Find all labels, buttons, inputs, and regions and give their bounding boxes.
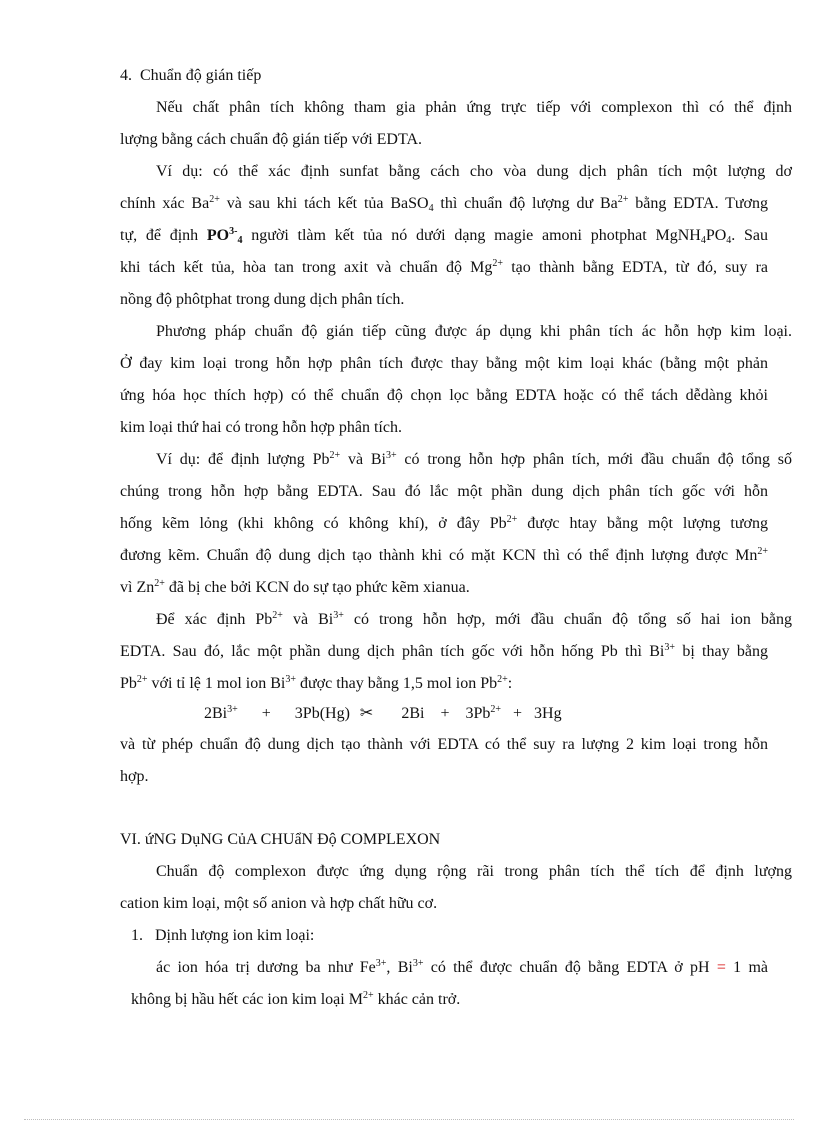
text-run: : [507,675,513,692]
list-item-heading [131,926,314,946]
reaction-equation [204,703,562,724]
text-run: và Bi [340,451,386,468]
paragraph-line: và từ phép chuẩn độ dung dịch tạo thành với EDTA có thể suy ra lượng 2 kim loại trong hỗn [120,736,768,753]
text-run: chính xác Ba [120,195,210,212]
paragraph-line [120,642,768,662]
superscript: 3+ [227,704,238,715]
paragraph-line [120,674,512,694]
subscript: 4 [237,235,243,246]
subscript: 4 [726,235,732,246]
text-run: và sau khi tách kết tủa BaSO [219,195,429,212]
superscript: 3+ [375,958,387,969]
equation-term: 2Bi [204,705,228,722]
superscript: 3+ [385,450,397,461]
superscript: 2+ [506,514,518,525]
paragraph-line: Ở đay kim loại trong hỗn hợp phân tích được thay bằng một kim loại khác (bằng một phản [120,355,768,372]
superscript: 2+ [136,674,148,685]
text-run: được htay bằng một lượng tương [517,515,768,532]
paragraph-line: lượng bằng cách chuẩn độ gián tiếp với EDTA. [120,131,423,148]
equals-sign: = [716,959,726,976]
text-run: , Bi [386,959,413,976]
subscript: 4 [700,235,706,246]
superscript: 3+ [412,958,424,969]
text-run: EDTA. Sau đó, lắc một phần dung dịch phân tích gốc với hỗn hống Pb thì Bi [120,643,665,660]
text-run: đương kẽm. Chuẩn độ dung dịch tạo thành khi có mặt KCN thì có thể định lượng được Mn [120,547,758,564]
paragraph-line: chúng trong hỗn hợp bằng EDTA. Sau đó lắc một phần dung dịch phân tích gốc với hỗn [120,483,768,500]
equation-plus: + [513,705,523,722]
superscript: 2+ [490,704,502,715]
superscript: 2+ [497,674,508,685]
reaction-arrow-icon: ✂ [359,703,374,722]
section-title: VI. ứNG DụNG CủA CHUẩN Độ COMPLEXON [120,831,441,848]
text-run: khác cản trở. [373,991,461,1008]
heading-text: Chuẩn độ gián tiếp [140,67,262,84]
equation-plus: + [261,705,271,722]
list-item-text: Dịnh lượng ion kim loại: [155,927,315,944]
paragraph-line [120,226,768,246]
superscript: 2+ [209,194,220,205]
superscript: 2+ [154,578,165,589]
paragraph-line [131,990,460,1010]
text-run: có thể được chuẩn độ bằng EDTA ở pH [423,959,717,976]
text-run: bằng EDTA. Tương [628,195,769,212]
text-run: với tỉ lệ 1 mol ion Bi [147,675,286,692]
paragraph-line [120,258,768,278]
superscript: 3+ [285,674,296,685]
subscript: 4 [428,203,434,214]
paragraph-line [156,450,792,470]
text-run: được thay bằng 1,5 mol ion Pb [295,675,498,692]
text-run-bold: PO [206,227,230,244]
text-run: 1 mà [725,959,768,976]
list-item-number: 1. [131,927,143,944]
superscript: 3- [229,226,238,237]
superscript: 3+ [664,642,676,653]
paragraph-line: kim loại thứ hai có trong hỗn hợp phân tích. [120,419,402,436]
text-run: Để xác định Pb [156,611,273,628]
text-run: không bị hầu hết các ion kim loại M [131,991,363,1008]
text-run: PO [705,227,727,244]
text-run: bị thay bằng [675,643,769,660]
paragraph-line: Nếu chất phân tích không tham gia phản ứng trực tiếp với complexon thì có thể định [156,99,792,116]
heading-number: 4. [120,67,132,84]
text-run: người tlàm kết tủa nó dưới dạng magie amoni photphat MgNH [242,227,701,244]
superscript: 2+ [492,258,504,269]
text-run: ác ion hóa trị dương ba như Fe [156,959,376,976]
text-run: tạo thành bằng EDTA, từ đó, suy ra [503,259,769,276]
paragraph-line: Ví dụ: có thể xác định sunfat bằng cách cho vòa dung dịch phân tích một lượng dơ [156,163,792,180]
text-run: Ví dụ: để định lượng Pb [156,451,330,468]
paragraph-line: ứng hóa học thích hợp) có thể chuẩn độ chọn lọc bằng EDTA hoặc có thể tách dễdàng khỏi [120,387,768,404]
superscript: 2+ [272,610,283,621]
text-run: tự, để định [120,227,207,244]
text-run: có trong hỗn hợp phân tích, mới đầu chuẩn độ tổng số [396,451,793,468]
paragraph-line [120,546,768,566]
equation-term: 2Bi [401,705,425,722]
text-run: đã bị che bởi KCN do sự tạo phức kẽm xianua. [164,579,470,596]
equation-plus: + [440,705,450,722]
superscript: 3+ [333,610,344,621]
superscript: 2+ [362,990,374,1001]
page-bottom-divider [24,1119,794,1120]
paragraph-line [120,194,768,214]
text-run: hống kẽm lỏng (khi không có không khí), ở đây Pb [120,515,507,532]
paragraph-line: hợp. [120,768,149,785]
equation-term: 3Hg [534,705,562,722]
equation-term: 3Pb(Hg) [294,705,350,722]
paragraph-line [156,610,792,630]
text-run: và Bi [282,611,334,628]
text-run: khi tách kết tủa, hòa tan trong axit và chuẩn độ Mg [120,259,493,276]
superscript: 2+ [617,194,629,205]
heading-indirect-titration [120,66,261,86]
paragraph-line: cation kim loại, một số anion và hợp chất hữu cơ. [120,895,438,912]
text-run: thì chuẩn độ lượng dư Ba [433,195,618,212]
text-run: . Sau [731,227,769,244]
text-run: vì Zn [120,579,155,596]
paragraph-line [120,514,768,534]
paragraph-line [156,958,768,978]
paragraph-line: Chuẩn độ complexon được ứng dụng rộng rãi trong phân tích thể tích để định lượng [156,863,792,880]
paragraph-line [120,578,470,598]
text-run: Pb [120,675,137,692]
equation-term: 3Pb [465,705,491,722]
paragraph-line: Phương pháp chuẩn độ gián tiếp cũng được áp dụng khi phân tích ác hỗn hợp kim loại. [156,323,792,340]
paragraph-line: nồng độ phôtphat trong dung dịch phân tích. [120,291,405,308]
superscript: 2+ [329,450,341,461]
superscript: 2+ [757,546,768,557]
text-run: có trong hỗn hợp, mới đầu chuẩn độ tổng số hai ion bằng [343,611,793,628]
